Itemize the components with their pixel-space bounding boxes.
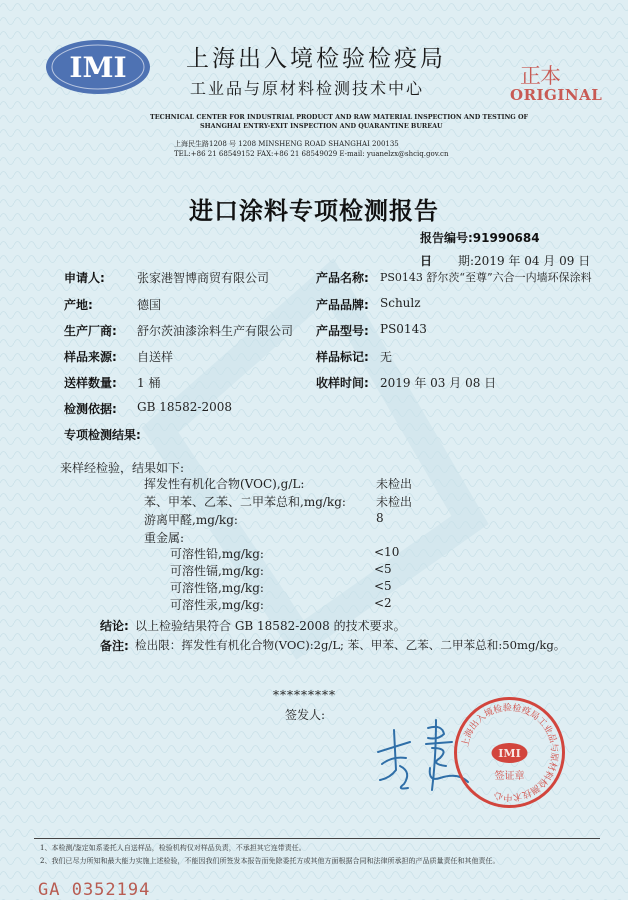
conclusion-text: 以上检验结果符合 GB 18582-2008 的技术要求。 [135, 619, 406, 633]
official-seal [452, 695, 567, 810]
org-name-cn: 上海出入境检验检疫局 [186, 46, 446, 72]
model-label: 产品型号: [316, 324, 369, 338]
received-label: 收样时间: [316, 376, 369, 390]
org-name-en-line2: SHANGHAI ENTRY-EXIT INSPECTION AND QUARANTINE BUREAU [200, 122, 443, 130]
address: 上海民生路1208 号 1208 MINSHENG ROAD SHANGHAI 200135 [174, 140, 399, 148]
manufacturer-label: 生产厂商: [64, 324, 117, 338]
result-item: 游离甲醛,mg/kg: [144, 513, 238, 527]
heavy-metals-label: 重金属: [144, 531, 185, 545]
results-label: 专项检测结果: [64, 428, 141, 442]
metal-value: <10 [374, 545, 400, 559]
contact-info: TEL:+86 21 68549152 FAX:+86 21 68549029 E-mail: yuanelzx@shciq.gov.cn [174, 150, 449, 158]
footnote: 1、本检测/鉴定如系委托人自送样品，检验机构仅对样品负责，不承担其它连带责任。 [40, 844, 306, 852]
result-item: 苯、甲苯、乙苯、二甲苯总和,mg/kg: [144, 495, 346, 509]
product-name-label: 产品名称: [316, 271, 369, 285]
mark-label: 样品标记: [316, 350, 369, 364]
result-value: 未检出 [376, 495, 413, 509]
seal-bottom: 签证章 [494, 771, 525, 782]
metal-item: 可溶性铅,mg/kg: [170, 547, 264, 561]
logo-text: IMI [69, 51, 127, 84]
source-label: 样品来源: [64, 350, 117, 364]
metal-item: 可溶性汞,mg/kg: [170, 598, 264, 612]
results-intro: 来样经检验，结果如下: [60, 461, 185, 475]
seal-ring-text: 上海出入境检验检疫局工业品与原材料检测技术中心 [460, 703, 559, 802]
manufacturer-value: 舒尔茨油漆涂料生产有限公司 [137, 324, 294, 338]
original-stamp-en: ORIGINAL [510, 86, 603, 104]
mark-value: 无 [380, 350, 393, 364]
qty-value: 1 桶 [137, 376, 161, 390]
product-name-value: PS0143 舒尔茨“至尊”六合一内墙环保涂料 [380, 271, 592, 284]
report-number: 报告编号:91990684 [420, 231, 540, 245]
original-stamp-cn: 正本 [520, 64, 560, 88]
brand-value: Schulz [380, 296, 421, 310]
date-label: 日 [420, 254, 433, 268]
source-value: 自送样 [137, 350, 174, 364]
origin-label: 产地: [64, 298, 93, 312]
metal-item: 可溶性铬,mg/kg: [170, 581, 264, 595]
conclusion-label: 结论: [100, 619, 129, 633]
applicant-label: 申请人: [64, 271, 105, 285]
model-value: PS0143 [380, 322, 427, 336]
qty-label: 送样数量: [64, 376, 117, 390]
center-name-cn: 工业品与原材料检测技术中心 [190, 79, 425, 98]
seal-center: IMI [498, 747, 521, 760]
basis-value: GB 18582-2008 [137, 400, 232, 414]
separator-stars: ********* [273, 688, 336, 702]
applicant-value: 张家港智博商贸有限公司 [137, 271, 270, 285]
result-value: 8 [376, 511, 384, 525]
signer-label: 签发人: [285, 708, 326, 722]
footnote: 2、我们已尽力所知和最大能力实施上述检验，不能因我们所签发本报告而免除委托方或其他方面根据合同和法律所承担的产品质量责任和其他责任。 [40, 857, 500, 865]
origin-value: 德国 [137, 298, 162, 312]
brand-label: 产品品牌: [316, 298, 369, 312]
metal-value: <2 [374, 596, 392, 610]
received-value: 2019 年 03 月 08 日 [380, 376, 497, 390]
imi-logo [44, 37, 152, 97]
report-title: 进口涂料专项检测报告 [189, 197, 439, 225]
remark-text: 检出限：挥发性有机化合物(VOC):2g/L; 苯、甲苯、乙苯、二甲苯总和:50mg/kg。 [135, 638, 566, 652]
date-value: 期:2019 年 04 月 09 日 [458, 254, 591, 268]
result-item: 挥发性有机化合物(VOC),g/L: [144, 477, 305, 491]
result-value: 未检出 [376, 477, 413, 491]
metal-value: <5 [374, 579, 392, 593]
metal-value: <5 [374, 562, 392, 576]
footer-divider [34, 838, 600, 839]
serial-number: GA 0352194 [38, 880, 151, 900]
org-name-en-line1: TECHNICAL CENTER FOR INDUSTRIAL PRODUCT AND RAW MATERIAL INSPECTION AND TESTING OF [150, 113, 529, 121]
basis-label: 检测依据: [64, 402, 117, 416]
metal-item: 可溶性镉,mg/kg: [170, 564, 264, 578]
remark-label: 备注: [100, 639, 129, 653]
